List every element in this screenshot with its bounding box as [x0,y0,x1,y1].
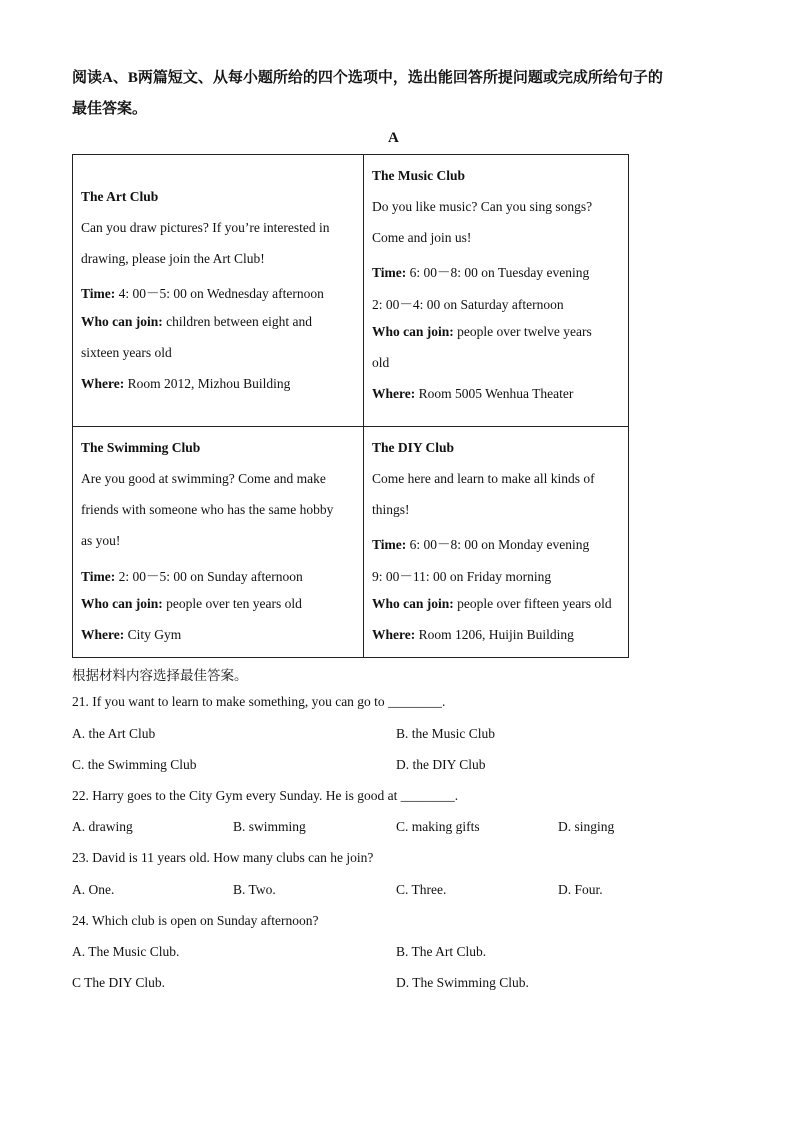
question-21: 21. If you want to learn to make something, you can go to ________. [72,694,446,709]
music-club-where: Where: Room 5005 Wenhua Theater [372,386,574,401]
art-club-cell [73,155,364,427]
swimming-club-desc: friends with someone who has the same hobby [81,502,334,517]
question-21-option-c: C. the Swimming Club [72,757,197,772]
music-club-title: The Music Club [372,168,466,183]
clubs-table [72,154,629,658]
question-23-option-c: C. Three. [396,882,447,897]
question-24-option-b: B. The Art Club. [396,944,487,959]
diy-club-who: Who can join: people over fifteen years old [372,596,612,611]
diy-club-desc: Come here and learn to make all kinds of [372,471,595,486]
question-22: 22. Harry goes to the City Gym every Sunday. He is good at ________. [72,788,459,803]
question-23-option-d: D. Four. [558,882,603,897]
swimming-club-where: Where: City Gym [81,627,182,642]
music-club-who: old [372,355,390,370]
music-club-desc: Come and join us! [372,230,472,245]
answer-note: 根据材料内容选择最佳答案。 [72,668,248,683]
question-21-option-b: B. the Music Club [396,726,496,741]
question-23-option-a: A. One. [72,882,115,897]
art-club-who: Who can join: children between eight and [81,314,312,329]
music-club-desc: Do you like music? Can you sing songs? [372,199,593,214]
question-23: 23. David is 11 years old. How many clubs can he join? [72,850,374,865]
art-club-who: sixteen years old [81,345,172,360]
diy-club-title: The DIY Club [372,440,455,455]
art-club-desc: Can you draw pictures? If you’re interested in [81,220,330,235]
swimming-club-cell [73,427,364,658]
music-club-time: Time: 6: 00－8: 00 on Tuesday evening [372,265,590,280]
question-22-option-c: C. making gifts [396,819,480,834]
diy-club-cell [364,427,629,658]
swimming-club-who: Who can join: people over ten years old [81,596,302,611]
art-club-where: Where: Room 2012, Mizhou Building [81,376,291,391]
section-label: A [388,130,399,146]
diy-club-where: Where: Room 1206, Huijin Building [372,627,574,642]
question-24-option-c: C The DIY Club. [72,975,165,990]
question-24: 24. Which club is open on Sunday afternoon? [72,913,319,928]
question-23-option-b: B. Two. [233,882,276,897]
swimming-club-desc: Are you good at swimming? Come and make [81,471,326,486]
question-24-option-d: D. The Swimming Club. [396,975,529,990]
instruction-line-1: 阅读A、B两篇短文、从每小题所给的四个选项中，选出能回答所提问题或完成所给句子的 [72,70,663,86]
art-club-title: The Art Club [81,189,159,204]
question-22-option-d: D. singing [558,819,615,834]
question-24-option-a: A. The Music Club. [72,944,180,959]
diy-club-desc: things! [372,502,410,517]
diy-club-time: 9: 00－11: 00 on Friday morning [372,569,552,584]
question-21-option-a: A. the Art Club [72,726,156,741]
swimming-club-desc: as you! [81,533,121,548]
music-club-cell [364,155,629,427]
swimming-club-title: The Swimming Club [81,440,201,455]
art-club-time: Time: 4: 00－5: 00 on Wednesday afternoon [81,286,324,301]
question-21-option-d: D. the DIY Club [396,757,486,772]
diy-club-time: Time: 6: 00－8: 00 on Monday evening [372,537,590,552]
music-club-time: 2: 00－4: 00 on Saturday afternoon [372,297,564,312]
swimming-club-time: Time: 2: 00－5: 00 on Sunday afternoon [81,569,303,584]
question-22-option-b: B. swimming [233,819,306,834]
question-22-option-a: A. drawing [72,819,133,834]
instruction-line-2: 最佳答案。 [72,101,148,117]
art-club-desc: drawing, please join the Art Club! [81,251,265,266]
music-club-who: Who can join: people over twelve years [372,324,592,339]
